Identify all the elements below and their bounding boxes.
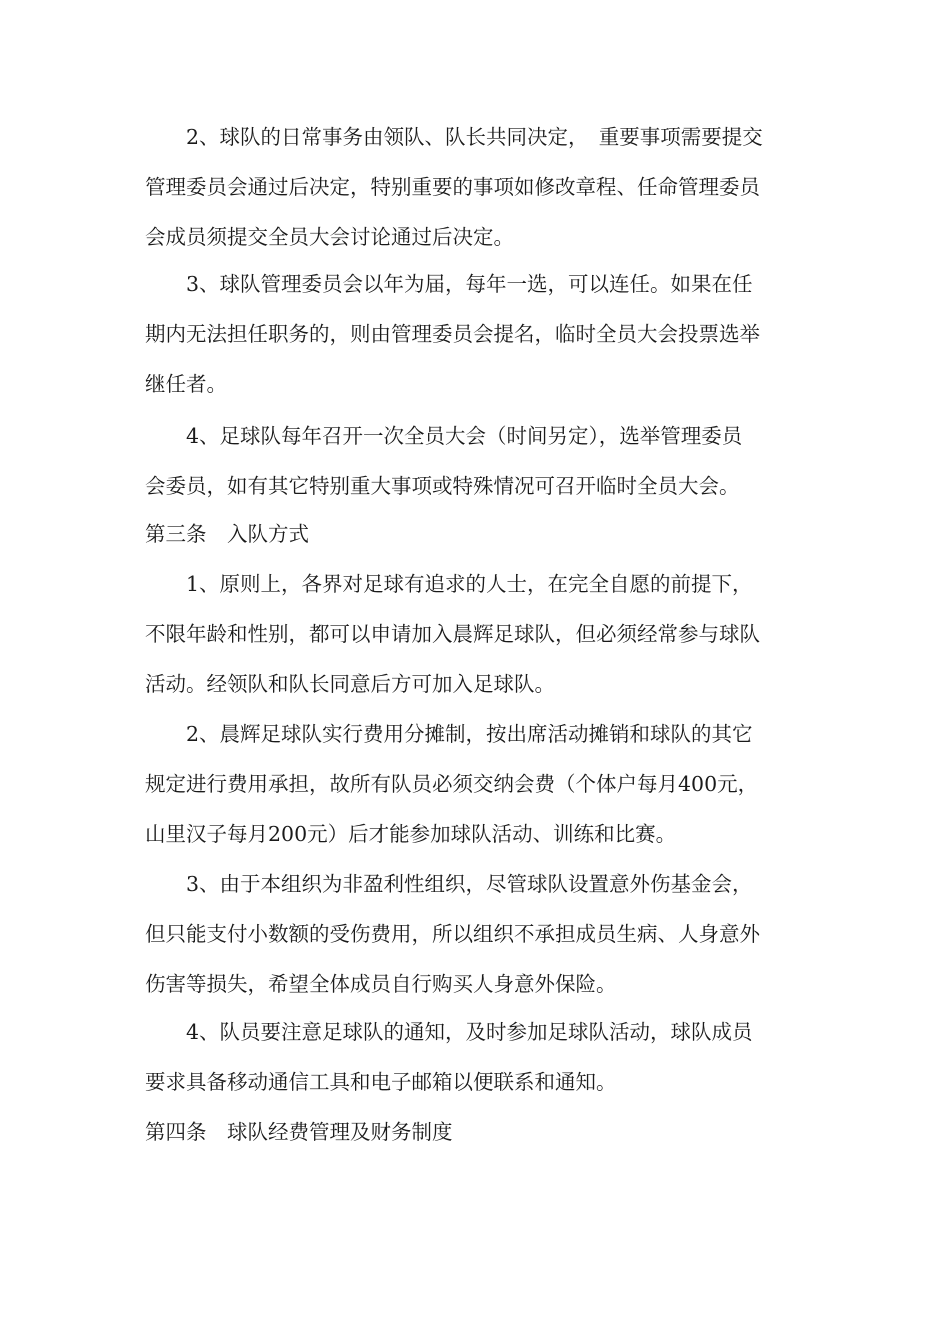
section-heading-4: 第四条 球队经费管理及财务制度 — [145, 1120, 453, 1144]
text-line: 管理委员会通过后决定，特别重要的事项如修改章程、任命管理委员 — [145, 175, 760, 199]
section-heading-3: 第三条 入队方式 — [145, 522, 309, 546]
paragraph-item-4 — [145, 411, 810, 511]
text-line: 规定进行费用承担，故所有队员必须交纳会费（个体户每月400元， — [145, 772, 759, 796]
paragraph-item-2 — [145, 112, 810, 262]
section3-paragraph-4 — [145, 1007, 810, 1107]
text-line: 2、晨辉足球队实行费用分摊制，按出席活动摊销和球队的其它 — [145, 722, 753, 746]
text-line: 3、球队管理委员会以年为届，每年一选，可以连任。如果在任 — [145, 272, 753, 296]
text-line: 但只能支付小数额的受伤费用，所以组织不承担成员生病、人身意外 — [145, 922, 760, 946]
text-line: 伤害等损失，希望全体成员自行购买人身意外保险。 — [145, 972, 617, 996]
text-line: 3、由于本组织为非盈利性组织，尽管球队设置意外伤基金会， — [145, 872, 753, 896]
section3-paragraph-1 — [145, 559, 810, 709]
text-line: 会成员须提交全员大会讨论通过后决定。 — [145, 225, 514, 249]
text-line: 4、队员要注意足球队的通知，及时参加足球队活动，球队成员 — [145, 1020, 753, 1044]
text-line: 会委员，如有其它特别重大事项或特殊情况可召开临时全员大会。 — [145, 474, 740, 498]
section3-paragraph-2 — [145, 709, 810, 859]
paragraph-item-3 — [145, 259, 810, 409]
text-line: 继任者。 — [145, 372, 227, 396]
text-line: 活动。经领队和队长同意后方可加入足球队。 — [145, 672, 555, 696]
section3-paragraph-3 — [145, 859, 810, 1009]
text-line: 要求具备移动通信工具和电子邮箱以便联系和通知。 — [145, 1070, 617, 1094]
text-line: 山里汉子每月200元）后才能参加球队活动、训练和比赛。 — [145, 822, 677, 846]
text-line: 不限年龄和性别，都可以申请加入晨辉足球队，但必须经常参与球队 — [145, 622, 760, 646]
text-line: 2、球队的日常事务由领队、队长共同决定， 重要事项需要提交 — [145, 125, 763, 149]
text-line: 4、足球队每年召开一次全员大会（时间另定），选举管理委员 — [145, 424, 743, 448]
text-line: 1、原则上，各界对足球有追求的人士，在完全自愿的前提下， — [145, 572, 753, 596]
text-line: 期内无法担任职务的，则由管理委员会提名，临时全员大会投票选举 — [145, 322, 760, 346]
